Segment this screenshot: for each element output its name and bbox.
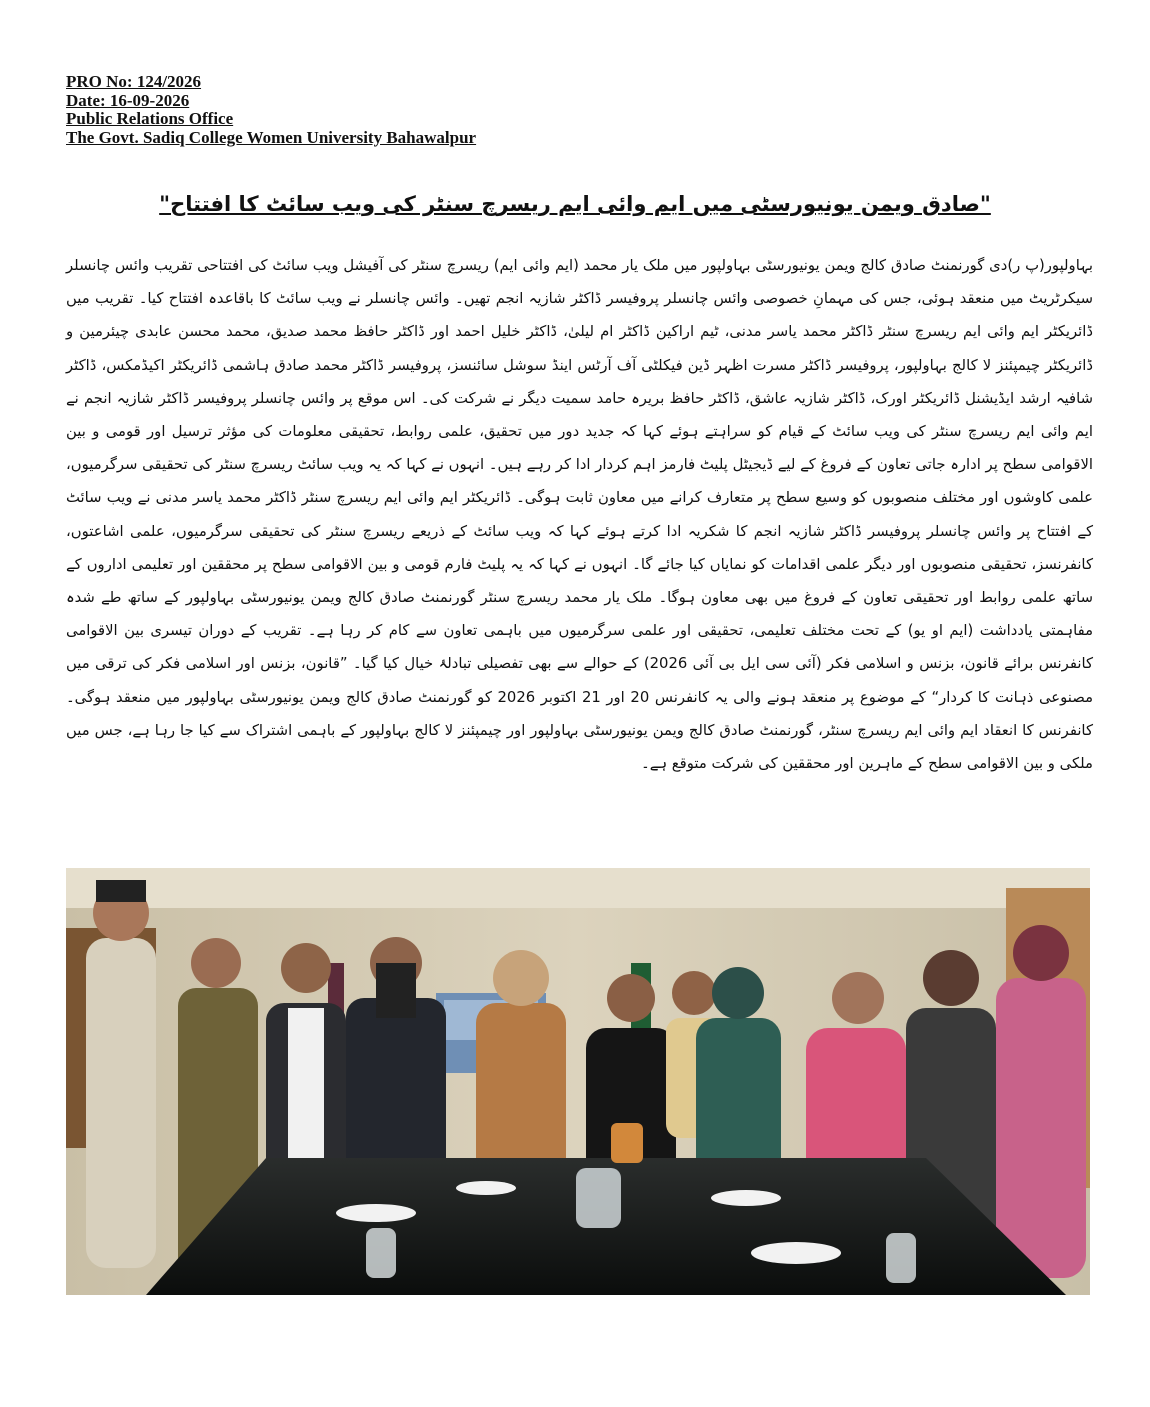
university-name: The Govt. Sadiq College Women University Bahawalpur [66, 127, 477, 147]
press-release-title: "صادق ویمن یونیورسٹی میں ایم وائی ایم ریسرچ سنٹر کی ویب سائٹ کا افتتاح" [159, 192, 991, 216]
document-date: Date: 16-09-2026 [66, 90, 190, 110]
group-photo-icon [66, 868, 1090, 1295]
document-header [66, 73, 476, 147]
pro-number: PRO No: 124/2026 [66, 72, 202, 91]
office-name: Public Relations Office [66, 109, 234, 128]
group-photo [66, 868, 1090, 1295]
press-release-title-wrap [0, 192, 1150, 216]
press-release-body: بہاولپور(پ ر)دی گورنمنٹ صادق کالج ویمن یونیورسٹی بہاولپور میں ملک یار محمد (ایم وائی ایم) ریسرچ سنٹر کی آفیشل ویب سائٹ کی افتتاحی تقریب وائس چانسلر سیکرٹریٹ میں منعقد ہوئی، جس کی مہمانِ خصوصی وائس چانسلر پروفیسر ڈاکٹر شازیہ انجم تھیں۔ وائس چانسلر نے ویب سائٹ کا باقاعدہ افتتاح کیا۔ تقریب میں ڈائریکٹر ایم وائی ایم ریسرچ سنٹر ڈاکٹر محمد یاسر مدنی، ٹیم اراکین ڈاکٹر ام لیلیٰ، ڈاکٹر خلیل احمد اور ڈاکٹر حافظ محمد صدیق، محمد محسن عابدی چیئرمین و ڈائریکٹر چیمپئنز لا کالج بہاولپور، پروفیسر ڈاکٹر مسرت اظہر ڈین فیکلٹی آف آرٹس اینڈ سوشل سائنسز، پروفیسر ڈاکٹر محمد صادق ہاشمی ڈائریکٹر اکیڈمکس، ڈاکٹر شافیہ ارشد ایڈیشنل ڈائریکٹر اورک، ڈاکٹر شازیہ عاشق، ڈاکٹر حافظ بریرہ حامد سمیت دیگر نے شرکت کی۔ اس موقع پر وائس چانسلر پروفیسر ڈاکٹر شازیہ انجم نے ایم وائی ایم ریسرچ سنٹر کی ویب سائٹ کے قیام کو سراہتے ہوئے کہا کہ جدید دور میں تحقیق، علمی روابط، تحقیقی معلومات کی مؤثر ترسیل اور قومی و بین الاقوامی سطح پر ادارہ جاتی تعاون کے فروغ کے لیے ڈیجیٹل پلیٹ فارمز اہم کردار ادا کر رہے ہیں۔ انہوں نے کہا کہ یہ ویب سائٹ ریسرچ سنٹر کی تحقیقی سرگرمیوں، علمی کاوشوں اور مختلف منصوبوں کو وسیع سطح پر متعارف کرانے میں معاون ثابت ہوگی۔ ڈائریکٹر ایم وائی ایم ریسرچ سنٹر ڈاکٹر محمد یاسر مدنی نے ویب سائٹ کے افتتاح پر وائس چانسلر پروفیسر ڈاکٹر شازیہ انجم کا شکریہ ادا کرتے ہوئے کہا کہ ویب سائٹ کے ذریعے ریسرچ سنٹر کی تحقیقی سرگرمیوں، علمی اشاعتوں، کانفرنسز، تحقیقی منصوبوں اور دیگر علمی اقدامات کو نمایاں کیا جائے گا۔ انہوں نے کہا کہ یہ پلیٹ فارم قومی و بین الاقوامی سطح پر محققین اور تعلیمی اداروں کے ساتھ علمی روابط اور تحقیقی تعاون کے فروغ میں بھی معاون ہوگا۔ ملک یار محمد ریسرچ سنٹر گورنمنٹ صادق کالج ویمن یونیورسٹی بہاولپور کے ساتھ طے شدہ مفاہمتی یادداشت (ایم او یو) کے تحت مختلف تعلیمی، تحقیقی اور علمی سرگرمیوں میں باہمی تعاون سے کام کر رہا ہے۔ تقریب کے دوران تیسری بین الاقوامی کانفرنس برائے قانون، بزنس و اسلامی فکر (آئی سی ایل بی آئی 2026) کے حوالے سے بھی تفصیلی تبادلۂ خیال کیا گیا۔ ”قانون، بزنس اور اسلامی فکر کی ترقی میں مصنوعی ذہانت کا کردار“ کے موضوع پر منعقد ہونے والی یہ کانفرنس 20 اور 21 اکتوبر 2026 کو گورنمنٹ صادق کالج ویمن یونیورسٹی بہاولپور میں منعقد ہوگی۔ کانفرنس کا انعقاد ایم وائی ایم ریسرچ سنٹر، گورنمنٹ صادق کالج ویمن یونیورسٹی بہاولپور اور چیمپئنز لا کالج بہاولپور کے باہمی اشتراک سے کیا جا رہا ہے، جس میں ملکی و بین الاقوامی سطح کے ماہرین اور محققین کی شرکت متوقع ہے۔ [66, 257, 1093, 773]
